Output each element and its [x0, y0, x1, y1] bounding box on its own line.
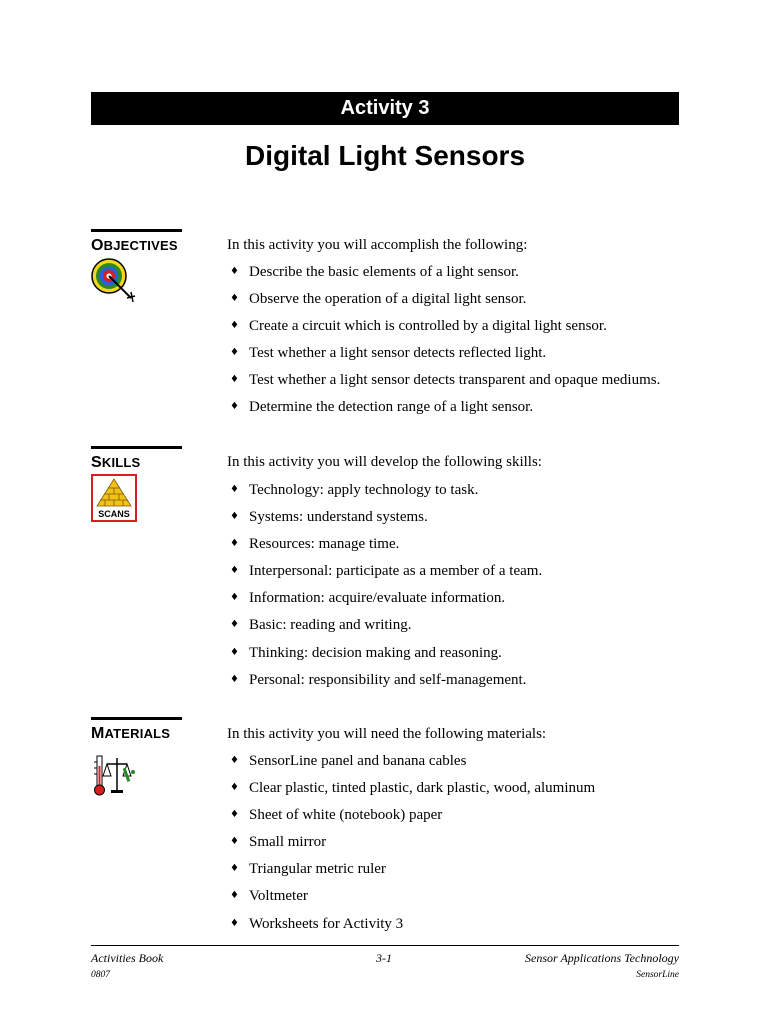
bullet-icon: ♦ — [230, 592, 239, 604]
lab-tools-icon — [91, 752, 137, 798]
bullet-icon: ♦ — [230, 863, 239, 875]
footer-divider — [91, 945, 679, 946]
bullet-icon: ♦ — [230, 538, 239, 550]
list-item: ♦ Observe the operation of a digital light sensor. — [230, 291, 527, 308]
list-item: ♦ Create a circuit which is controlled by a digital light sensor. — [230, 318, 607, 335]
list-item: ♦ Test whether a light sensor detects transparent and opaque mediums. — [230, 372, 661, 389]
bullet-icon: ♦ — [230, 484, 239, 495]
list-item: ♦ Clear plastic, tinted plastic, dark plastic, wood, aluminum — [230, 780, 596, 797]
objectives-heading: OBJECTIVES — [91, 229, 182, 255]
bullet-icon: ♦ — [230, 374, 239, 386]
bullet-icon: ♦ — [230, 890, 239, 902]
materials-intro: In this activity you will need the following materials: — [227, 726, 547, 742]
bullet-icon: ♦ — [230, 782, 239, 794]
list-item: ♦ Determine the detection range of a light sensor. — [230, 399, 534, 416]
list-item: ♦ Sheet of white (notebook) paper — [230, 807, 443, 824]
bullet-icon: ♦ — [230, 673, 239, 685]
activity-label: Activity 3 — [340, 97, 430, 119]
list-item: ♦ Voltmeter — [230, 888, 308, 905]
list-item: ♦ Basic: reading and writing. — [230, 617, 412, 634]
skills-list — [227, 481, 542, 698]
bullet-icon: ♦ — [230, 836, 239, 848]
bullet-icon: ♦ — [230, 646, 239, 658]
footer-course-title: Sensor Applications Technology — [525, 951, 679, 965]
bullet-icon: ♦ — [230, 320, 239, 332]
bullet-icon: ♦ — [230, 619, 239, 631]
bullet-icon: ♦ — [230, 809, 239, 821]
bullet-icon: ♦ — [230, 755, 239, 766]
page-number: 3-1 — [376, 951, 392, 965]
list-item: ♦ Thinking: decision making and reasoning. — [230, 644, 502, 661]
footer-product: SensorLine — [636, 970, 679, 980]
bullet-icon: ♦ — [230, 347, 239, 359]
objectives-list — [227, 263, 660, 426]
list-item: ♦ Triangular metric ruler — [230, 861, 386, 878]
list-item: ♦ Technology: apply technology to task. — [230, 482, 479, 498]
page-title: Digital Light Sensors — [244, 140, 526, 171]
objectives-intro: In this activity you will accomplish the following: — [227, 237, 528, 253]
bullet-icon: ♦ — [230, 401, 239, 413]
list-item: ♦ Describe the basic elements of a light sensor. — [230, 264, 519, 280]
activity-banner — [91, 92, 679, 125]
skills-heading: SKILLS — [91, 446, 182, 472]
list-item: ♦ Small mirror — [230, 834, 327, 851]
list-item: ♦ Personal: responsibility and self-management. — [230, 671, 527, 688]
list-item: ♦ Worksheets for Activity 3 — [230, 915, 404, 932]
bullet-icon: ♦ — [230, 266, 239, 277]
scans-pyramid-icon — [91, 474, 137, 522]
bullet-icon: ♦ — [230, 511, 239, 523]
list-item: ♦ Information: acquire/evaluate information. — [230, 590, 506, 607]
list-item: ♦ Systems: understand systems. — [230, 509, 428, 526]
bullet-icon: ♦ — [230, 917, 239, 929]
materials-list — [227, 752, 595, 942]
target-icon — [91, 256, 139, 306]
list-item: ♦ Interpersonal: participate as a member of a team. — [230, 563, 543, 580]
bullet-icon: ♦ — [230, 565, 239, 577]
list-item: ♦ SensorLine panel and banana cables — [230, 753, 467, 769]
bullet-icon: ♦ — [230, 293, 239, 305]
footer-code: 0807 — [91, 970, 110, 980]
footer-book-title: Activities Book — [91, 951, 164, 965]
scans-label: SCANS — [98, 509, 130, 519]
list-item: ♦ Resources: manage time. — [230, 536, 400, 553]
skills-intro: In this activity you will develop the following skills: — [227, 454, 542, 470]
materials-heading: MATERIALS — [91, 717, 182, 743]
list-item: ♦ Test whether a light sensor detects reflected light. — [230, 345, 547, 362]
